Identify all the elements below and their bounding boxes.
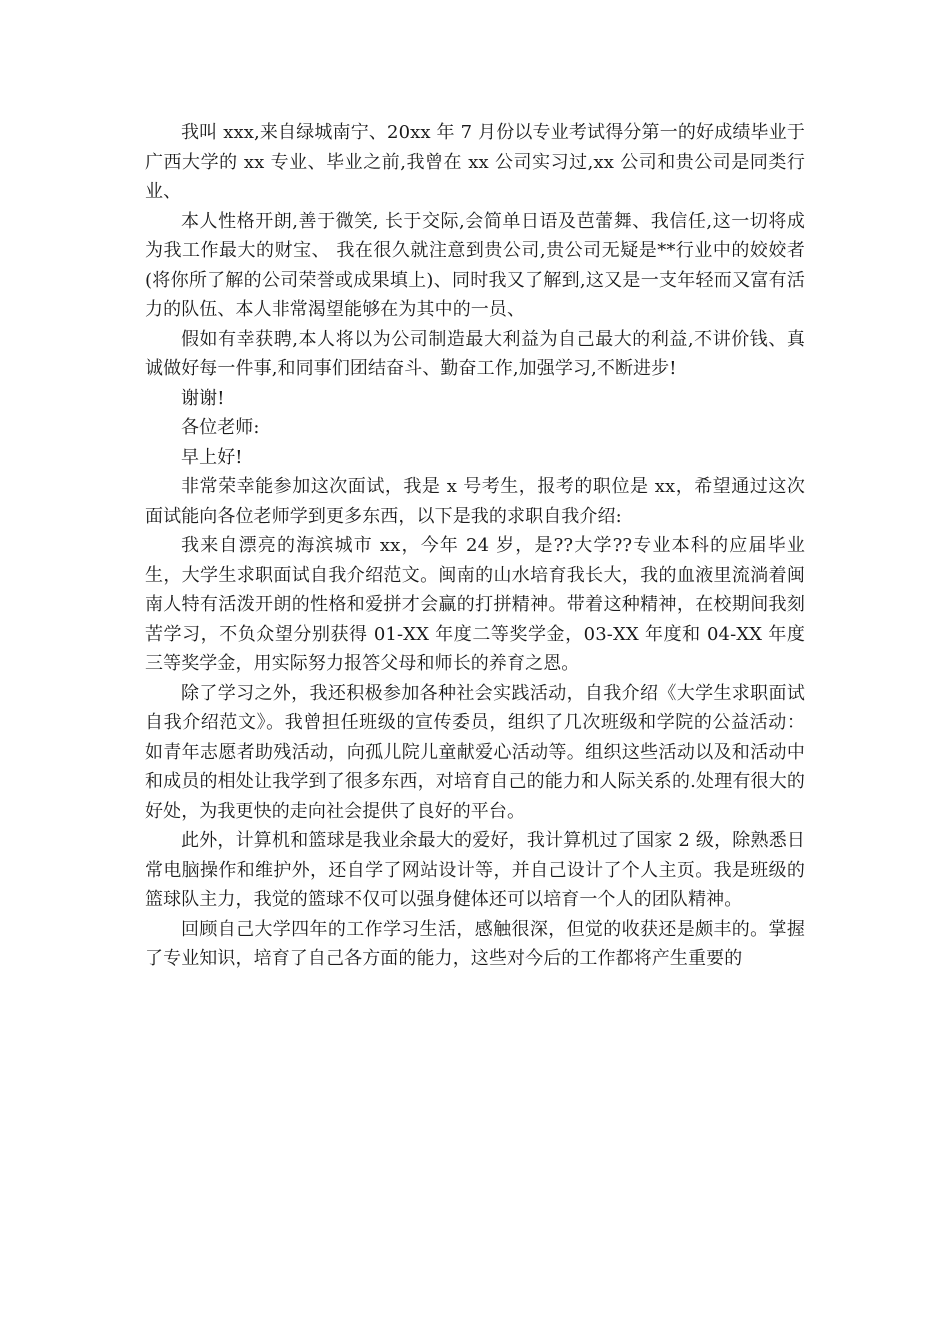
paragraph-background: 我来自漂亮的海滨城市 xx，今年 24 岁，是??大学??专业本科的应届毕业生，大学生求职面试自我介绍范文。闽南的山水培育我长大，我的血液里流淌着闽南人特有活泼开朗的性格和爱拼才会赢的打拼精神。带着这种精神，在校期间我刻苦学习，不负众望分别获得 01-XX 年度二等奖学金，03-XX 年度和 04-XX 年度三等奖学金，用实际努力报答父母和师长的养育之恩。 [145, 535, 805, 674]
paragraph-thanks: 谢谢! [181, 387, 225, 409]
paragraph-hiring: 假如有幸获聘,本人将以为公司制造最大利益为自己最大的利益,不讲价钱、真诚做好每一件事,和同事们团结奋斗、勤奋工作,加强学习,不断进步! [145, 328, 805, 379]
paragraph-intro: 我叫 xxx,来自绿城南宁、20xx 年 7 月份以专业考试得分第一的好成绩毕业于广西大学的 xx 专业、毕业之前,我曾在 xx 公司实习过,xx 公司和贵公司是同类行业、 [145, 122, 805, 202]
paragraph-activities: 除了学习之外，我还积极参加各种社会实践活动，自我介绍《大学生求职面试自我介绍范文》。我曾担任班级的宣传委员，组织了几次班级和学院的公益活动：如青年志愿者助残活动，向孤儿院儿童献爱心活动等。组织这些活动以及和活动中和成员的相处让我学到了很多东西，对培育自己的能力和人际关系的.处理有很大的好处，为我更快的走向社会提供了良好的平台。 [145, 682, 805, 822]
paragraph-interview-opening: 非常荣幸能参加这次面试，我是 x 号考生，报考的职位是 xx，希望通过这次面试能向各位老师学到更多东西，以下是我的求职自我介绍: [145, 476, 805, 527]
document-page [145, 118, 805, 974]
paragraph-review: 回顾自己大学四年的工作学习生活，感触很深，但觉的收获还是颇丰的。掌握了专业知识，培育了自己各方面的能力，这些对今后的工作都将产生重要的 [145, 918, 805, 969]
paragraph-salutation: 各位老师: [181, 417, 260, 438]
paragraph-greeting: 早上好! [181, 446, 243, 468]
paragraph-hobbies: 此外，计算机和篮球是我业余最大的爱好，我计算机过了国家 2 级，除熟悉日常电脑操作和维护外，还自学了网站设计等，并自己设计了个人主页。我是班级的篮球队主力，我觉的篮球不仅可以强身健体还可以培育一个人的团队精神。 [145, 830, 805, 910]
paragraph-personality: 本人性格开朗,善于微笑, 长于交际,会简单日语及芭蕾舞、我信任,这一切将成为我工作最大的财宝、 我在很久就注意到贵公司,贵公司无疑是**行业中的姣姣者(将你所了解的公司荣誉或成果填上)、同时我又了解到,这又是一支年轻而又富有活力的队伍、本人非常渴望能够在为其中的一员、 [145, 210, 805, 320]
